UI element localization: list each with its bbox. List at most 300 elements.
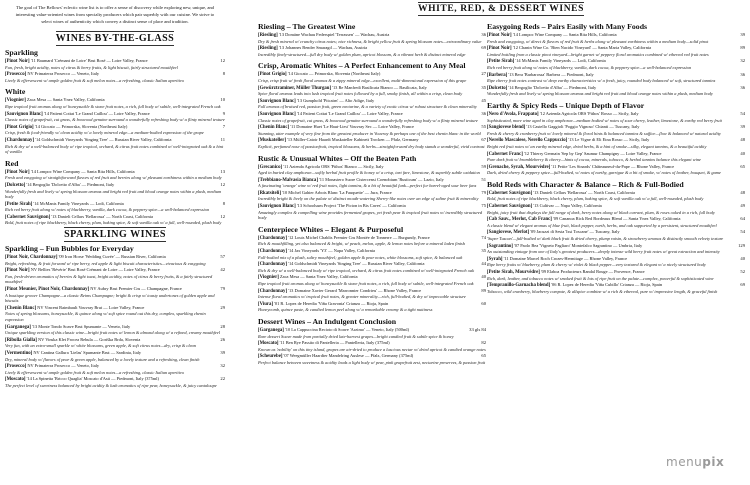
wine-producer: '12 Azienda Agricola ORS 'Pithos' Rosso — Sicily, Italy — [538, 110, 639, 116]
wine-item — [5, 350, 225, 362]
wine-producer: '13 Castello Gaggioli 'Poggio Vignoso' Chianti — Tuscany, Italy — [525, 124, 640, 130]
wine-grape: [Cab Sauv., Merlot, Cab Franc] — [487, 217, 552, 223]
wine-price: 45 — [481, 97, 486, 103]
wine-grape: [Tempranillo-Garnacha blend] — [487, 283, 551, 289]
wine-price: 10 — [220, 97, 225, 103]
wine-item — [258, 177, 486, 189]
by-the-glass-column — [5, 0, 225, 485]
wine-item — [487, 190, 745, 202]
wine-item — [258, 71, 486, 83]
wine-item — [5, 169, 225, 181]
wine-producer: '14 Goldschmidt Vineyards 'Singing Tree' — Russian River Valley, California — [34, 136, 172, 142]
wine-price: 49 — [740, 203, 745, 209]
section-heading: Red — [5, 158, 19, 168]
wine-grape: [Chardonnay] — [258, 288, 288, 294]
wine-producer: '11 Baumard 'Crémant de Loire' Brut Rosé — Loire Valley, France — [29, 58, 148, 63]
wine-item — [258, 45, 486, 57]
wine-item — [487, 85, 745, 97]
wine-producer: '11 Domaine Marcel Roch Crozes-Hermitage — Rhone Valley, France — [502, 255, 628, 261]
wine-description: A classic blend w/ elegant aromas of blue fruit, black pepper, earth, herbs, and oak supported by a persistent, structured mouthfeel — [487, 222, 717, 228]
wine-item — [5, 363, 225, 375]
wine-grape: [Riesling] — [258, 33, 278, 38]
wine-producer: '14 McManis Family Vineyards — Lodi, California — [514, 58, 606, 64]
wine-grape: [Chardonnay] — [5, 137, 35, 143]
wine-grape: [Chenin Blanc] — [258, 125, 290, 131]
wine-price: 75 — [481, 203, 486, 209]
wine-item — [5, 286, 225, 304]
wine-price: 82 — [481, 340, 486, 346]
wine-price: 40 — [740, 255, 745, 261]
wine-item — [5, 201, 225, 213]
wine-description: Full-bodied mix of a plush, sultry mouthfeel; golden apple & pear notes, white blossoms, soft spice, & balanced oak — [258, 254, 463, 260]
wine-grape: [Petite Sirah, Mourvèdre] — [487, 270, 540, 275]
wine-description: Dry, mineral body w/ flavors of pear & green apple, balanced by a lovely texture and a refreshing, clean finish — [5, 356, 200, 362]
wine-description: Honeycomb, quince paste, & candied lemon peel along w/ a remarkable creamy & a tight nuttiness — [258, 307, 433, 313]
wine-price: 12 — [220, 58, 225, 63]
wine-item — [258, 32, 486, 44]
wine-producer: NV Primaterra Prosecco — Veneto, Italy — [26, 71, 100, 77]
wine-description: Ripe tropical fruit aromas along w/ honeysuckle & stone fruit notes, a rich, full body w/ subtle, well-integrated French oak — [258, 281, 474, 286]
wine-description: Dark, dried cherry & peppery spice—full-bodied, w/ notes of earthy, garrigue & a bit of smoke, w/ notes of leather, bouquet, & game — [487, 170, 721, 176]
wine-description: Incredibly bright & lively on the palate w/ distinct mouth-watering Sherry-like notes over an edge of saline fruit & minerality — [258, 196, 479, 202]
wine-item — [487, 256, 745, 268]
wine-producer: '11 Domaine Huet 'Le Haut-Lieu' Vouvray Sec — Loire Valley, France — [289, 124, 414, 130]
sparkling-wine-sections — [5, 244, 225, 388]
wine-producer: '14 Jax Vineyards 'Y3' — Napa Valley, California — [287, 248, 375, 254]
wine-price: 39 — [220, 349, 225, 355]
wine-grape: [Nerello Mascalese, Nerello Cappuccio] — [487, 138, 568, 144]
wine-producer: '13 Gumphold 'Pitcairn' — Alto Adige, Italy — [295, 97, 375, 103]
wine-item — [258, 203, 486, 221]
wine-price: 9 — [222, 110, 225, 116]
wine-producer: '14 Patient Cottat 'Le Grand Caillou' — Loire Valley, France — [295, 110, 403, 116]
wine-description: Rich & dry w/ a well-balanced body w/ ripe tropical, orchard, & citrus fruit notes combined w/ well-integrated French oak — [258, 267, 475, 273]
wine-producer: '14 Giocato — Primorska, Slovenia (Northeast Italy) — [286, 71, 381, 77]
wine-grape: [Cabernet Sauvignon] — [5, 214, 51, 220]
wine-grape: [Dolcetto] — [487, 85, 508, 91]
wine-price: 69 — [740, 282, 745, 288]
wine-price: 40 — [481, 274, 486, 280]
wine-price: 79 — [220, 286, 225, 292]
wine-item — [258, 164, 486, 176]
wine-price: 29 — [220, 304, 225, 310]
wine-item — [487, 58, 745, 70]
wine-description: A boutique grower Champagne—a classic Reims Champagne; bright & crisp w/ toasty undertones of golden apple and biscuits — [5, 292, 215, 304]
wine-price: 64 — [740, 216, 745, 222]
wine-item — [258, 288, 486, 300]
wine-description: Notes of spring blossoms, honeysuckle, & quince along w/ soft spice round out this dry, complex, sparkling chenin expression — [5, 311, 206, 322]
wine-grape: [Vermentino] — [5, 350, 33, 356]
wine-producer: '07 Paolo Bea 'Vigneto Pagliaro' Montefalco Sagrantino — Umbria, Italy — [512, 242, 643, 248]
wine-description: Bold, fruit notes of ripe blackberry, black cherry, plum, baking spice, & soft vanilla oak w/ a full, well-rounded, plush body — [487, 196, 704, 202]
wine-grape: [Sauvignon Blanc] — [258, 204, 296, 210]
wine-producer: '13 Re Manfredi Basilicata Bianco — Basilicata, Italy — [331, 84, 427, 90]
wine-item — [487, 151, 745, 163]
wine-price: 60 — [481, 300, 486, 306]
wine-description: Wonderfully fresh and lively w/ spring blossom aromas and bright red fruit and blood orange notes within a plush, medium body — [487, 91, 713, 97]
wine-producer: '13 Danieli Cellars 'Bellarossa' — North Coast, California — [532, 189, 635, 195]
wine-producer: '14 McManis Family Vineyards — Lodi, California — [32, 200, 124, 206]
wine-price: 13 — [220, 168, 225, 174]
menupix-logo: menupix — [666, 455, 725, 469]
wine-description: Crisp, fresh & food-friendly w/ clean acidity w/ a lovely mineral edge—a medium-bodied expression of the grape — [5, 130, 204, 136]
wine-producer: '12 Chanin Wine Co. 'Bien Nacido Vineyard' — Santa Maria Valley, California — [511, 45, 652, 51]
wine-grape: [Pinot Noir] — [487, 33, 512, 38]
wine-grape: [Sauvignon Blanc] — [258, 111, 296, 117]
wine-item — [258, 111, 486, 123]
wine-producer: '13 Schoolsum Project 'The Picton in Bis Caves' — California — [295, 203, 406, 209]
wine-description: Crisp, crisp fruit w/ fresh floral aromas & a zippy mineral edge—excellent, multi-dimensional expression of this grape — [258, 77, 467, 83]
wine-producer: '11 Petite 'Les Sinards' Châteauneuf-du-Pape — Rhone Valley, France — [550, 163, 675, 169]
wine-item — [5, 137, 225, 155]
wine-item — [487, 32, 745, 44]
wine-description: Rich & dry w/ a well-balanced body w/ ripe tropical, orchard, & citrus fruit notes combined w/ well-integrated oak & a hint of vanilla — [5, 143, 224, 155]
wine-description: Bold, fruit notes of ripe blackberry, black cherry, plum, baking spice, & soft vanilla oak w/ a full, well-rounded, plush body — [5, 220, 222, 226]
wine-price: 26 — [220, 336, 225, 342]
wine-producer: NV Vincent Raimbault Vouvray Brut — Loire Valley, France — [36, 304, 145, 310]
wine-grape: [Grecanico] — [258, 164, 283, 170]
wine-item — [258, 353, 486, 365]
wine-grape: [Viura] — [258, 301, 274, 307]
section-heading: Sparkling – Fun Bubbles for Everyday — [5, 244, 134, 254]
by-the-glass-sections — [5, 48, 225, 226]
wine-description: Rich red berry fruit along w/ notes of blackberry, vanilla, dark cocoa, & peppery spice—a well-balanced expression — [487, 64, 692, 70]
wines-by-the-glass-title: WINES BY-THE-GLASS — [55, 33, 175, 44]
wine-producer: '14 Bergoglio 'Dolcetto d'Alba' — Piedmont, Italy — [507, 84, 597, 90]
wine-description: Aged in buried clay amphorae—softly herbal fruit profile & honey w/ a crisp, tart fare, limestone, & superbly subtle oxidation — [258, 170, 480, 176]
wine-producer: '13 Monte Tondo Soave Brut Spumante — Veneto, Italy — [30, 323, 131, 329]
wine-price: 33 gls 84 — [469, 326, 486, 332]
wine-grape: [Sangiovese blend] — [487, 125, 526, 131]
wine-item — [5, 58, 225, 70]
wine-price: 36 — [481, 32, 486, 37]
wine-grape: [Muskateller] — [258, 138, 286, 144]
wine-producer: '14 Lompoc Wine Company — Santa Rita Hills, California — [511, 32, 617, 37]
wine-price: 65 — [481, 353, 486, 359]
wine-description: Very fun, with an extra-small sparkle w/ white blossoms, green apple, & soft citrus notes—dry, crisp & clean — [5, 343, 196, 349]
wine-item — [487, 72, 745, 84]
wine-producer: '13 Cultivar — Napa Valley, California — [532, 203, 602, 209]
wine-price: 65 — [740, 163, 745, 169]
wine-description: Fresh and easygoing w/ straightforward flavors of red fruit and berries along w/ pleasant earthiness within a medium body — [5, 175, 222, 181]
wine-grape: [Chardonnay] — [258, 249, 288, 255]
wine-producer: NV Vinska Klet Frocea Rebula — Goriška Brda, Slovenia — [36, 336, 141, 342]
wine-price: 7 — [222, 123, 225, 129]
wine-price: 57 — [220, 254, 225, 260]
white-red-dessert-banner: WHITE, RED, & DESSERT WINES — [418, 4, 584, 14]
wine-item — [5, 71, 225, 83]
wine-item — [5, 124, 225, 136]
wine-producer: '14 Goldschmidt Vineyards 'Singing Tree' — Russian River Valley, California — [287, 261, 425, 267]
wine-price: 11 — [220, 136, 225, 142]
wine-description: Bright, refreshing, & fruit forward w/ ripe berry, red apple & light biscuit characteristics—vivacious & easygoing — [5, 260, 206, 266]
wine-grape: [Rkatsiteli] — [258, 190, 281, 196]
wine-producer: '13 Domäne Wachau Federspiel 'Terrassen' — Wachau, Austria — [277, 32, 390, 37]
wine-grape: [Ribolla Gialla] — [5, 337, 37, 343]
wine-price: 67 — [481, 137, 486, 143]
wine-price: 28 — [220, 323, 225, 329]
wine-price: 54 — [740, 110, 745, 116]
wine-description: Lively & effervescent w/ ample golden fruit & soft melon notes—a refreshing, classic Italian aperitivo — [5, 77, 185, 83]
section-heading: White — [5, 87, 26, 97]
wine-grape: [Chardonnay] — [258, 235, 288, 241]
wine-price: 55 — [481, 124, 486, 130]
wine-producer: '12 Louis Michel Chablis Premier Cru Montée de Tonnerre — Burgundy, France — [287, 234, 430, 240]
wine-producer: '11 Ben Rye Passito di Pantelleria — Pantelleria, Italy (375ml) — [278, 340, 390, 346]
wine-description: Perfect balance between sweetness & acidity leads a light body w/ pear, pink grapefruit zest, nectarine preserves, & passion fruit — [258, 359, 486, 365]
wine-description: A fascinating 'orange' wine w/ red fruit notes, light tannins, & a bit of beautiful funk—perfect for barrel-aged sour beer fans — [258, 183, 477, 189]
wine-price: 22 — [220, 376, 225, 382]
wine-description: Spice floral aromas leads into lush tropical fruit notes followed by a full, smoky finish, all within a crisp, clean body — [258, 91, 463, 97]
wine-producer: '09 Jacuzzi di Sesta 'Issi Toscane' — Tuscany, Italy — [529, 229, 620, 235]
wine-grape: [Pinot Noir] — [487, 46, 512, 52]
wine-price: 36 — [481, 110, 486, 116]
wine-grape: [Garganega] — [258, 327, 284, 333]
wine-price: 89 — [481, 287, 486, 293]
wine-grape: [Nero d'Avola, Frappato] — [487, 111, 539, 117]
wine-grape: [Barbera] — [487, 72, 508, 78]
wine-producer: '11 Azienda Agricola ORS 'Pithos' Bianco — Sicily, Italy — [282, 163, 384, 169]
wine-item — [487, 137, 745, 149]
wine-item — [258, 137, 486, 149]
wine-price: 32 — [220, 363, 225, 369]
wine-item — [487, 203, 745, 215]
wine-grape: [Garganega] — [5, 324, 31, 330]
wine-description: Limited bottling from a classic pinot vineyard—bright garnet w/ peppery floral aromatics combined w/ ethereal red fruit notes — [487, 51, 709, 57]
wine-producer: Zaca Mesa — Santa Ynez Valley, California — [25, 97, 105, 103]
wine-producer: '13 Bera 'Barbarossa' Barbera — Piedmont, Italy — [507, 71, 594, 77]
wine-price: 51 — [481, 176, 486, 182]
wine-description: An outstanding vintage from one of Italy's greatest producers—deeply intense wild berry fruit notes w/ great extraction and intensity — [487, 249, 720, 255]
wine-description: Fun, fresh-driven aromatics of berries & light toast, bright acidity, notes of citrus & berry fruits, & a fairly structured mouthfeel — [5, 273, 213, 285]
wine-price: 42 — [220, 267, 225, 273]
wine-grape: [Cabernet Sauvignon] — [487, 204, 533, 210]
wine-item — [258, 274, 486, 286]
wine-price: 74 — [481, 234, 486, 240]
wine-item — [258, 340, 486, 352]
wine-item — [5, 182, 225, 200]
wine-item — [5, 324, 225, 336]
wine-grape: [Pinot Grigio] — [5, 124, 34, 130]
wine-item — [5, 337, 225, 349]
wine-producer: '14 Bergoglio 'Dolcetto d'Alba' — Piedmont, Italy — [25, 181, 115, 187]
red-wine-column — [487, 0, 745, 485]
sparkling-wines-title: SPARKLING WINES — [64, 229, 166, 241]
wine-description: Bright red fruit notes w/ an earthy mineral edge, dried herbs, & a hint of smoke—silky, elegant tannins, & a beautiful acidity — [487, 143, 707, 149]
wine-list-intro: The goal of The Bellows' eclectic wine list is to offer a sense of discovery while exploring new, unique, and interesting value-oriented wines from specialty producers which pair superbly with our cuisine. We strive to select wines of authenticity which convey a distinct sense of place and tradition. — [15, 5, 215, 24]
wine-grape: [Chardonnay] — [258, 262, 288, 268]
wine-producer: '09 Elaboa Producteurs Randal Rouge — Provence, France — [539, 269, 645, 274]
wine-producer: '11 Monastero Suore Cistercensi Coenobium 'Rusticum' — Lazio, Italy — [317, 176, 444, 182]
wine-item — [487, 45, 745, 57]
wine-description: Ripe cherry fruit notes contrast w/ deep earthy characteristics w/ a fresh, juicy, rounded body balanced w/ soft, structured tannins — [487, 78, 716, 84]
wine-price: 129 — [738, 242, 745, 248]
wine-item — [258, 85, 486, 97]
wine-description: Classic notes of grapefruit, cut grass, & boxwood genuine surround a wonderfully refreshing body w/ a flinty mineral texture — [258, 117, 478, 123]
wine-producer: '06 R. Lopez de Heredia 'Viña Cubillo' Crianza — Rioja, Spain — [550, 282, 663, 288]
wine-grape: [Petite Sirah] — [5, 201, 33, 207]
wine-item — [258, 98, 486, 110]
wine-grape: [Moscato] — [5, 377, 26, 383]
wine-description: Lively & effervescent w/ ample golden fruit & soft melon notes—a refreshing, classic Italian aperitivo — [5, 369, 185, 375]
wine-price: 36 — [740, 84, 745, 90]
wine-description: Classic notes of grapefruit, cut grass, & boxwood genuine surround a wonderfully refreshing body w/ a flinty mineral texture — [5, 117, 225, 123]
wine-grape: [Chenin Blanc] — [5, 305, 37, 311]
wine-grape: [Grenache, Syrah, Mourvèdre] — [487, 164, 551, 170]
wine-grape: [Cabernet Sauvignon] — [487, 190, 533, 196]
wine-item — [487, 164, 745, 176]
wine-description: Rare dessert Soave made from partially dried late-harvest grapes—bright candied fruit & subtle spice & honey — [258, 333, 454, 339]
wine-grape: [Pinot Noir] — [5, 169, 30, 175]
wine-description: Sophisticated, more wine aged in clay amphorae—medium bodied w/ notes of sour cherry, leather, limestone, & earthy red berry fruit — [487, 117, 722, 123]
wine-description: The perfect level of sweetness balanced by bright acidity & lush aromatics of ripe pear, honeysuckle, & juicy cantaloupe — [5, 382, 217, 388]
wine-item — [5, 376, 225, 388]
wine-grape: [Pinot Noir] — [5, 268, 30, 274]
wine-grape: [Scheurebe] — [258, 354, 283, 360]
wine-price: 12 — [220, 181, 225, 187]
wine-item — [487, 269, 745, 281]
wine-item — [258, 235, 486, 247]
wine-price: 59 — [481, 163, 486, 169]
wine-grape: [Sauvignon Blanc] — [258, 98, 296, 104]
wine-price: 35 — [481, 84, 486, 90]
section-heading: Rustic & Unusual Whites – Off the Beaten Path — [258, 153, 417, 163]
wine-description: 'Super Tuscan'—full-bodied w/ dark black fruit & dried cherry, plump raisin, & strawberry aromas & distinctly smooth velvety texture — [487, 236, 724, 242]
wine-producer: '09 Cananoa Rick Red Bordeaux Blend — Santa Ynez Valley, California — [551, 216, 681, 222]
wine-price: 8 — [222, 71, 225, 77]
wine-producer: '14 La Spinetta 'Bricco Quaglia' Moscato d'Asti — Piedmont, Italy (375ml) — [25, 376, 159, 382]
wine-item — [5, 214, 225, 226]
wine-producer: NV Cantina Gallura 'Lielas' Spumante Brut — Sardinia, Italy — [32, 349, 142, 355]
wine-producer: '10 Michel Gahier Arbois Blanc 'La Fauquette' — Jura, France — [280, 189, 392, 195]
wine-description: Stunning, utter example of very fine from the greatest producer in Vouvray & perhaps one of the best chenin blanc in the world — [258, 130, 481, 136]
wine-price: 48 — [740, 189, 745, 195]
wine-description: Fresh & cherry & cranberry fruit w/ lovely mineral & floral hints & balanced tannins & suffice—flow & balanced w/ natural acidity — [487, 130, 721, 136]
wine-grape: [Syrah] — [487, 256, 503, 262]
wine-producer: '13 Le Vigne di Eli Etna Rosso — Sicily, Italy — [567, 137, 650, 143]
wine-producer: '14 Patient Cottat 'Le Grand Caillou' — Loire Valley, France — [42, 110, 150, 116]
wine-description: Pure dark fruit w/ brambleberry & cherry—hints of cocoa, minerals, tobacco, & herbal tannins balance this elegant wine — [487, 157, 701, 163]
wine-price: 27 — [481, 71, 486, 77]
wine-price: 12 — [220, 213, 225, 219]
wine-grape: [Viognier] — [5, 98, 26, 104]
wine-price: 39 — [740, 124, 745, 130]
wine-description: Tobacco, wild cranberry, blueberry compote, & allspice combine w/ a rich & ethereal, pure w/ impressive length, & graceful finish — [487, 288, 718, 294]
wine-grape: [Trebbiano-Malvasia Bianca] — [258, 177, 318, 183]
wine-grape: [Dolcetto] — [5, 182, 26, 188]
wine-item — [487, 111, 745, 123]
wine-producer: Zaca Mesa — Santa Ynez Valley, California — [278, 274, 358, 280]
wine-item — [258, 248, 486, 260]
wine-item — [258, 301, 486, 313]
wine-item — [487, 243, 745, 255]
wine-item — [487, 216, 745, 228]
wine-producer: '10 La Cappuccina Recioto di Soave 'Arzimo' — Veneto, Italy (500ml) — [283, 326, 410, 332]
wine-description: Amazingly complex & compelling wine provides fermented grapes, yet fresh pear & tropical fruit notes w/ incredibly structured body — [258, 209, 483, 221]
wine-producer: '13 Danieli Cellars 'Bellarossa' — North Coast, California — [50, 213, 153, 219]
section-heading: Dessert Wines – An Indulgent Conclusion — [258, 316, 397, 326]
wine-grape: [Cabernet Franc] — [487, 151, 523, 157]
wine-producer: NV Primaterra Prosecco — Veneto, Italy — [26, 363, 100, 369]
section-heading: Riesling – The Greatest Wine — [258, 22, 356, 31]
wine-item — [258, 261, 486, 273]
wine-grape: [Riesling] — [258, 46, 278, 52]
wine-price: 40 — [740, 150, 745, 156]
wine-description: Bright, juicy fruit that displays the full range of dark, berry notes along w/ black currant, plum, & roses ooked in a rich, full body — [487, 209, 715, 215]
wine-producer: NV Bellies 'Révérie' Brut Rosé Crémant de Loire — Loire Valley, France — [29, 267, 160, 273]
wine-price: 35 — [481, 248, 486, 254]
wine-description: Full aromas of bruised red, passion fruit, green nectarine, & a variety of exotic citrus w/ robust structure & clean minerality — [258, 104, 477, 110]
wine-producer: '09 Iron Horse 'Wedding Cuvée' — Russian River, California — [57, 254, 166, 260]
section-heading: Centerpiece Whites – Elegant & Purposeful — [258, 224, 404, 234]
wine-price: 54 — [740, 229, 745, 235]
wine-description: Dry & fresh mineral w/ crunchy citrus notes; nice richness, & bright yellow fruit & spring blossom notes—extraordinary value — [258, 38, 482, 44]
wine-price: 32 — [740, 58, 745, 64]
wine-grape: [Pinot Noir, Chardonnay] — [5, 255, 58, 261]
wine-price: 69 — [481, 45, 486, 51]
wine-description: Intense floral aromatics w/ tropical fruit notes, & greater minerality—rich, full-bodied, & dry w/ impeccable structure — [258, 294, 466, 300]
wine-price: 8 — [222, 200, 225, 206]
wine-description: Unique sparkling version of this classic wine—bright fruit notes w/ lemon & almond along w/ a refined, creamy mouthfeel — [5, 330, 220, 336]
wine-item — [487, 282, 745, 294]
wine-price: 44 — [481, 261, 486, 267]
wine-producer: '14 Lompoc Wine Company — Santa Rita Hills, California — [29, 168, 135, 174]
wine-price: 79 — [481, 189, 486, 195]
section-heading: Crisp, Aromatic Whites – A Perfect Enhancement to Any Meal — [258, 61, 466, 71]
wine-grape: [Viognier] — [258, 275, 279, 281]
wine-description: Explicit, perfumed nose of passionfruit, tropical blossoms, & herbs—straightforward dry body stands a wonderful, vivid contrast — [258, 143, 485, 149]
wine-producer: '13 Müller-Catoir Haardt Muskateller Kabinett Trocken — Pfalz, Germany — [285, 137, 419, 143]
wine-producer: '12 Thierry Germain 'Sep by Gep' Saumur Champigny — Loire Valley, France — [522, 150, 662, 156]
wine-item — [487, 124, 745, 136]
wine-price: 39 — [740, 32, 745, 37]
wine-description: Incredibly finely-structured—full dry body w/ golden plum, apricot blossom, & a vibrant herb & distinct mineral edge — [258, 51, 466, 57]
wine-price: 52 — [740, 269, 745, 274]
wine-grape: [Moscato] — [258, 341, 279, 347]
section-heading: Bold Reds with Character & Balance – Rich & Full-Bodied — [487, 179, 684, 189]
wine-producer: '13 Domaine Xavier Gerard 'Marronnier Condrieu' — Rhone Valley, France — [287, 287, 422, 293]
wine-price: 36 — [740, 71, 745, 77]
wine-item — [5, 267, 225, 285]
wine-description: Rich red berry fruit along w/ notes of blackberry, vanilla, dark cocoa, & peppery spice—a well-balanced expression — [5, 207, 210, 213]
wine-description: Ripe tropical fruit aromas along w/ honeysuckle & stone fruit notes, a rich, full body w/ subtle, well-integrated French oak — [5, 103, 221, 109]
wine-description: Rich, dark, leather, and tobacco notes w/ smoked fruit & lots of ripe fruit on the palate—complex, powerful & sophisticated wine — [487, 275, 714, 281]
wine-grape: [Prosecco] — [5, 364, 27, 370]
wine-grape: [Pinot Grigio] — [258, 72, 287, 78]
wine-grape: [Prosecco] — [5, 72, 27, 78]
wine-producer: '14 Giocato — Primorska, Slovenia (Northeast Italy) — [33, 123, 128, 129]
wine-item — [5, 254, 225, 266]
wine-grape: [Pinot Meunier, Pinot Noir, Chardonnay] — [5, 287, 90, 293]
white-dessert-column — [258, 0, 486, 485]
wine-producer: '01 R. Lopez de Heredia 'Viña Gravonia' Crianza — Rioja, Spain — [273, 300, 389, 306]
wine-grape: [Petite Sirah] — [487, 59, 515, 65]
wine-description: Known as 'nobility' on this tiny island, grapes are air-dried to produce a luscious nectar w/ dried apricot & candied orange notes — [258, 346, 486, 352]
wine-item — [487, 229, 745, 241]
section-heading: Sparkling — [5, 48, 38, 57]
wine-item — [5, 305, 225, 323]
wine-item — [5, 97, 225, 109]
wine-grape: [Sangiovese, Merlot] — [487, 230, 530, 236]
wine-description: Fresh and easygoing, w/ direct & flavors of red fruit & herbs along w/ pleasant earthiness within a medium body—solid pinot — [487, 38, 709, 44]
wine-description: Rich & mouthfilling, yet also balanced & bright, w/ peach, melon, apple, & lemon notes before a mineral laden finish — [258, 241, 465, 247]
wine-producer: '07 Weegmüller Haardter Mandelring Auslese — Pfalz, Germany (375ml) — [282, 353, 414, 359]
wine-item — [258, 124, 486, 136]
section-heading: Easygoing Reds – Pairs Easily with Many Foods — [487, 22, 648, 31]
wine-grape: [Gewürztraminer, Müller Thurgau] — [258, 85, 332, 91]
wine-price: 48 — [740, 137, 745, 143]
wine-producer: '13 Johannes Bender Smaragd — Wachau, Austria — [277, 45, 368, 51]
